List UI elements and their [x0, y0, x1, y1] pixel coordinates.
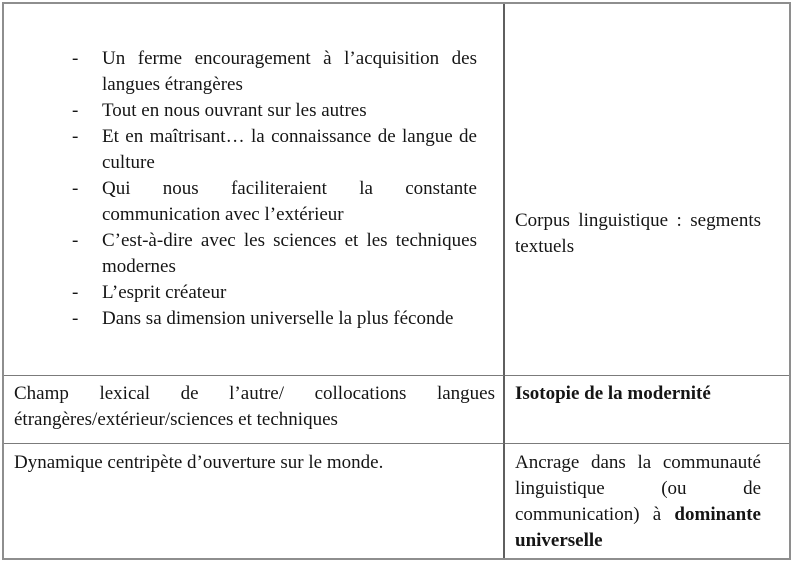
list-item-text: C’est-à-dire avec les sciences et les techniques modernes	[102, 230, 477, 277]
list-dash: -	[72, 282, 79, 303]
list-dash: -	[72, 48, 79, 69]
list-item	[14, 46, 477, 98]
ancrage-text-bold: dominante universelle	[515, 504, 761, 551]
cell-corpus-extracts	[4, 4, 505, 376]
list-item	[14, 228, 477, 280]
cell-isotopie	[505, 376, 789, 444]
isotopie-text: Isotopie de la modernité	[515, 383, 711, 404]
list-item	[14, 98, 477, 124]
list-item	[14, 124, 477, 176]
list-item-text: Tout en nous ouvrant sur les autres	[102, 100, 367, 121]
list-item	[14, 306, 477, 332]
list-item	[14, 176, 477, 228]
corpus-label-text: Corpus linguistique : segments textuels	[515, 210, 761, 257]
analysis-table	[2, 2, 791, 560]
champ-lexical-text: Champ lexical de l’autre/ collocations langues étrangères/extérieur/sciences et techniques	[14, 383, 495, 430]
list-item-text: L’esprit créateur	[102, 282, 227, 303]
list-dash: -	[72, 308, 79, 329]
cell-dynamique	[4, 444, 505, 558]
list-item-text: Et en maîtrisant… la connaissance de langue de culture	[102, 126, 477, 173]
list-item-text: Dans sa dimension universelle la plus féconde	[102, 308, 454, 329]
cell-champ-lexical	[4, 376, 505, 444]
list-item-text: Un ferme encouragement à l’acquisition des langues étrangères	[102, 48, 477, 95]
list-item-text: Qui nous faciliteraient la constante communication avec l’extérieur	[102, 178, 477, 225]
ancrage-text-normal: Ancrage dans la communauté linguistique (ou de communication) à	[515, 452, 761, 525]
list-dash: -	[72, 230, 79, 251]
list-dash: -	[72, 178, 79, 199]
cell-ancrage	[505, 444, 789, 558]
list-dash: -	[72, 100, 79, 121]
list-dash: -	[72, 126, 79, 147]
list-item	[14, 280, 477, 306]
dynamique-text: Dynamique centripète d’ouverture sur le monde.	[14, 452, 384, 473]
cell-corpus-label	[505, 4, 789, 376]
